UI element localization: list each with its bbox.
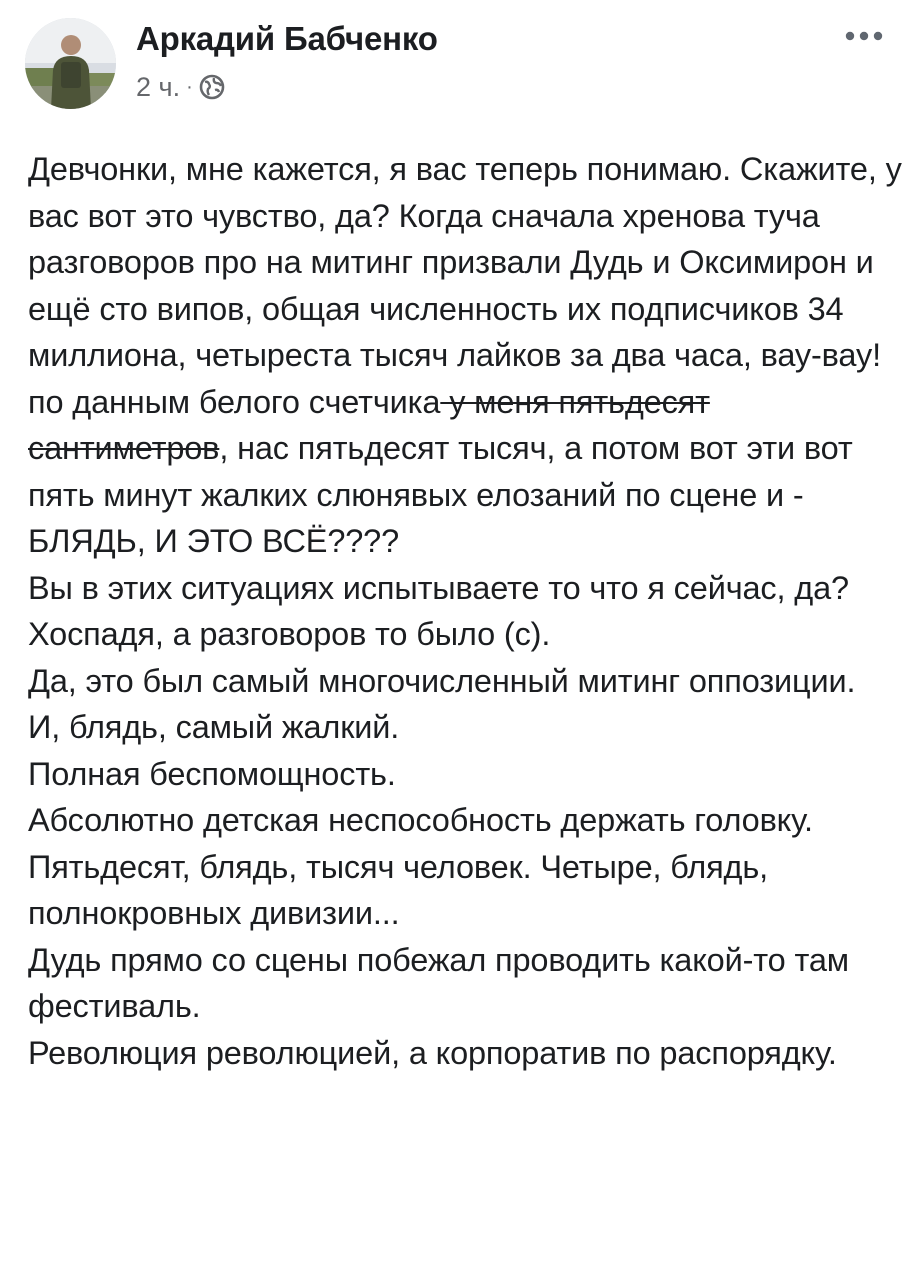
post-paragraph (28, 146, 908, 565)
post-paragraph: Абсолютно детская неспособность держать головку. (28, 802, 813, 838)
strikethrough-text: у меня пятьдесят сантиметров (28, 383, 710, 466)
post-header (0, 0, 923, 120)
post-paragraph: Хоспадя, а разговоров то было (с). (28, 616, 551, 652)
profile-photo-icon (25, 18, 116, 109)
more-dots-icon (842, 30, 886, 42)
post-paragraph: Революция революцией, а корпоратив по распорядку. (28, 1034, 837, 1071)
post-paragraph: Пятьдесят, блядь, тысяч человек. Четыре, блядь, полнокровных дивизии... (28, 848, 769, 931)
post-paragraph: Полная беспомощность. (28, 755, 396, 792)
post-text-segment: Девчонки, мне кажется, я вас теперь понимаю. Скажите, у вас вот это чувство, да? Когда сначала хренова туча разговоров про на митинг призвали Дудь и Оксимирон и ещё сто випов, общая численность их подписчиков 34 миллиона, четыреста тысяч лайков за два часа, вау-вау! по данным белого счетчика (28, 151, 902, 420)
author-avatar[interactable] (25, 18, 116, 109)
author-name[interactable]: Аркадий Бабченко (136, 20, 438, 57)
meta-separator: · (186, 75, 193, 98)
more-options-button[interactable] (840, 24, 888, 48)
post-text (28, 146, 908, 1076)
post-paragraph: И, блядь, самый жалкий. (28, 709, 400, 745)
post-paragraph: Вы в этих ситуациях испытываете то что я сейчас, да? (28, 569, 849, 606)
post-meta (136, 70, 225, 104)
post-paragraph: Да, это был самый многочисленный митинг оппозиции. (28, 662, 856, 699)
post-paragraph: Дудь прямо со сцены побежал проводить какой-то там фестиваль. (28, 941, 849, 1024)
post-time[interactable]: 2 ч. (136, 71, 181, 102)
post-text-segment: , нас пятьдесят тысяч, а потом вот эти вот пять минут жалких слюнявых елозаний по сцене и - БЛЯДЬ, И ЭТО ВСЁ???? (28, 430, 853, 559)
globe-icon[interactable] (199, 74, 225, 100)
